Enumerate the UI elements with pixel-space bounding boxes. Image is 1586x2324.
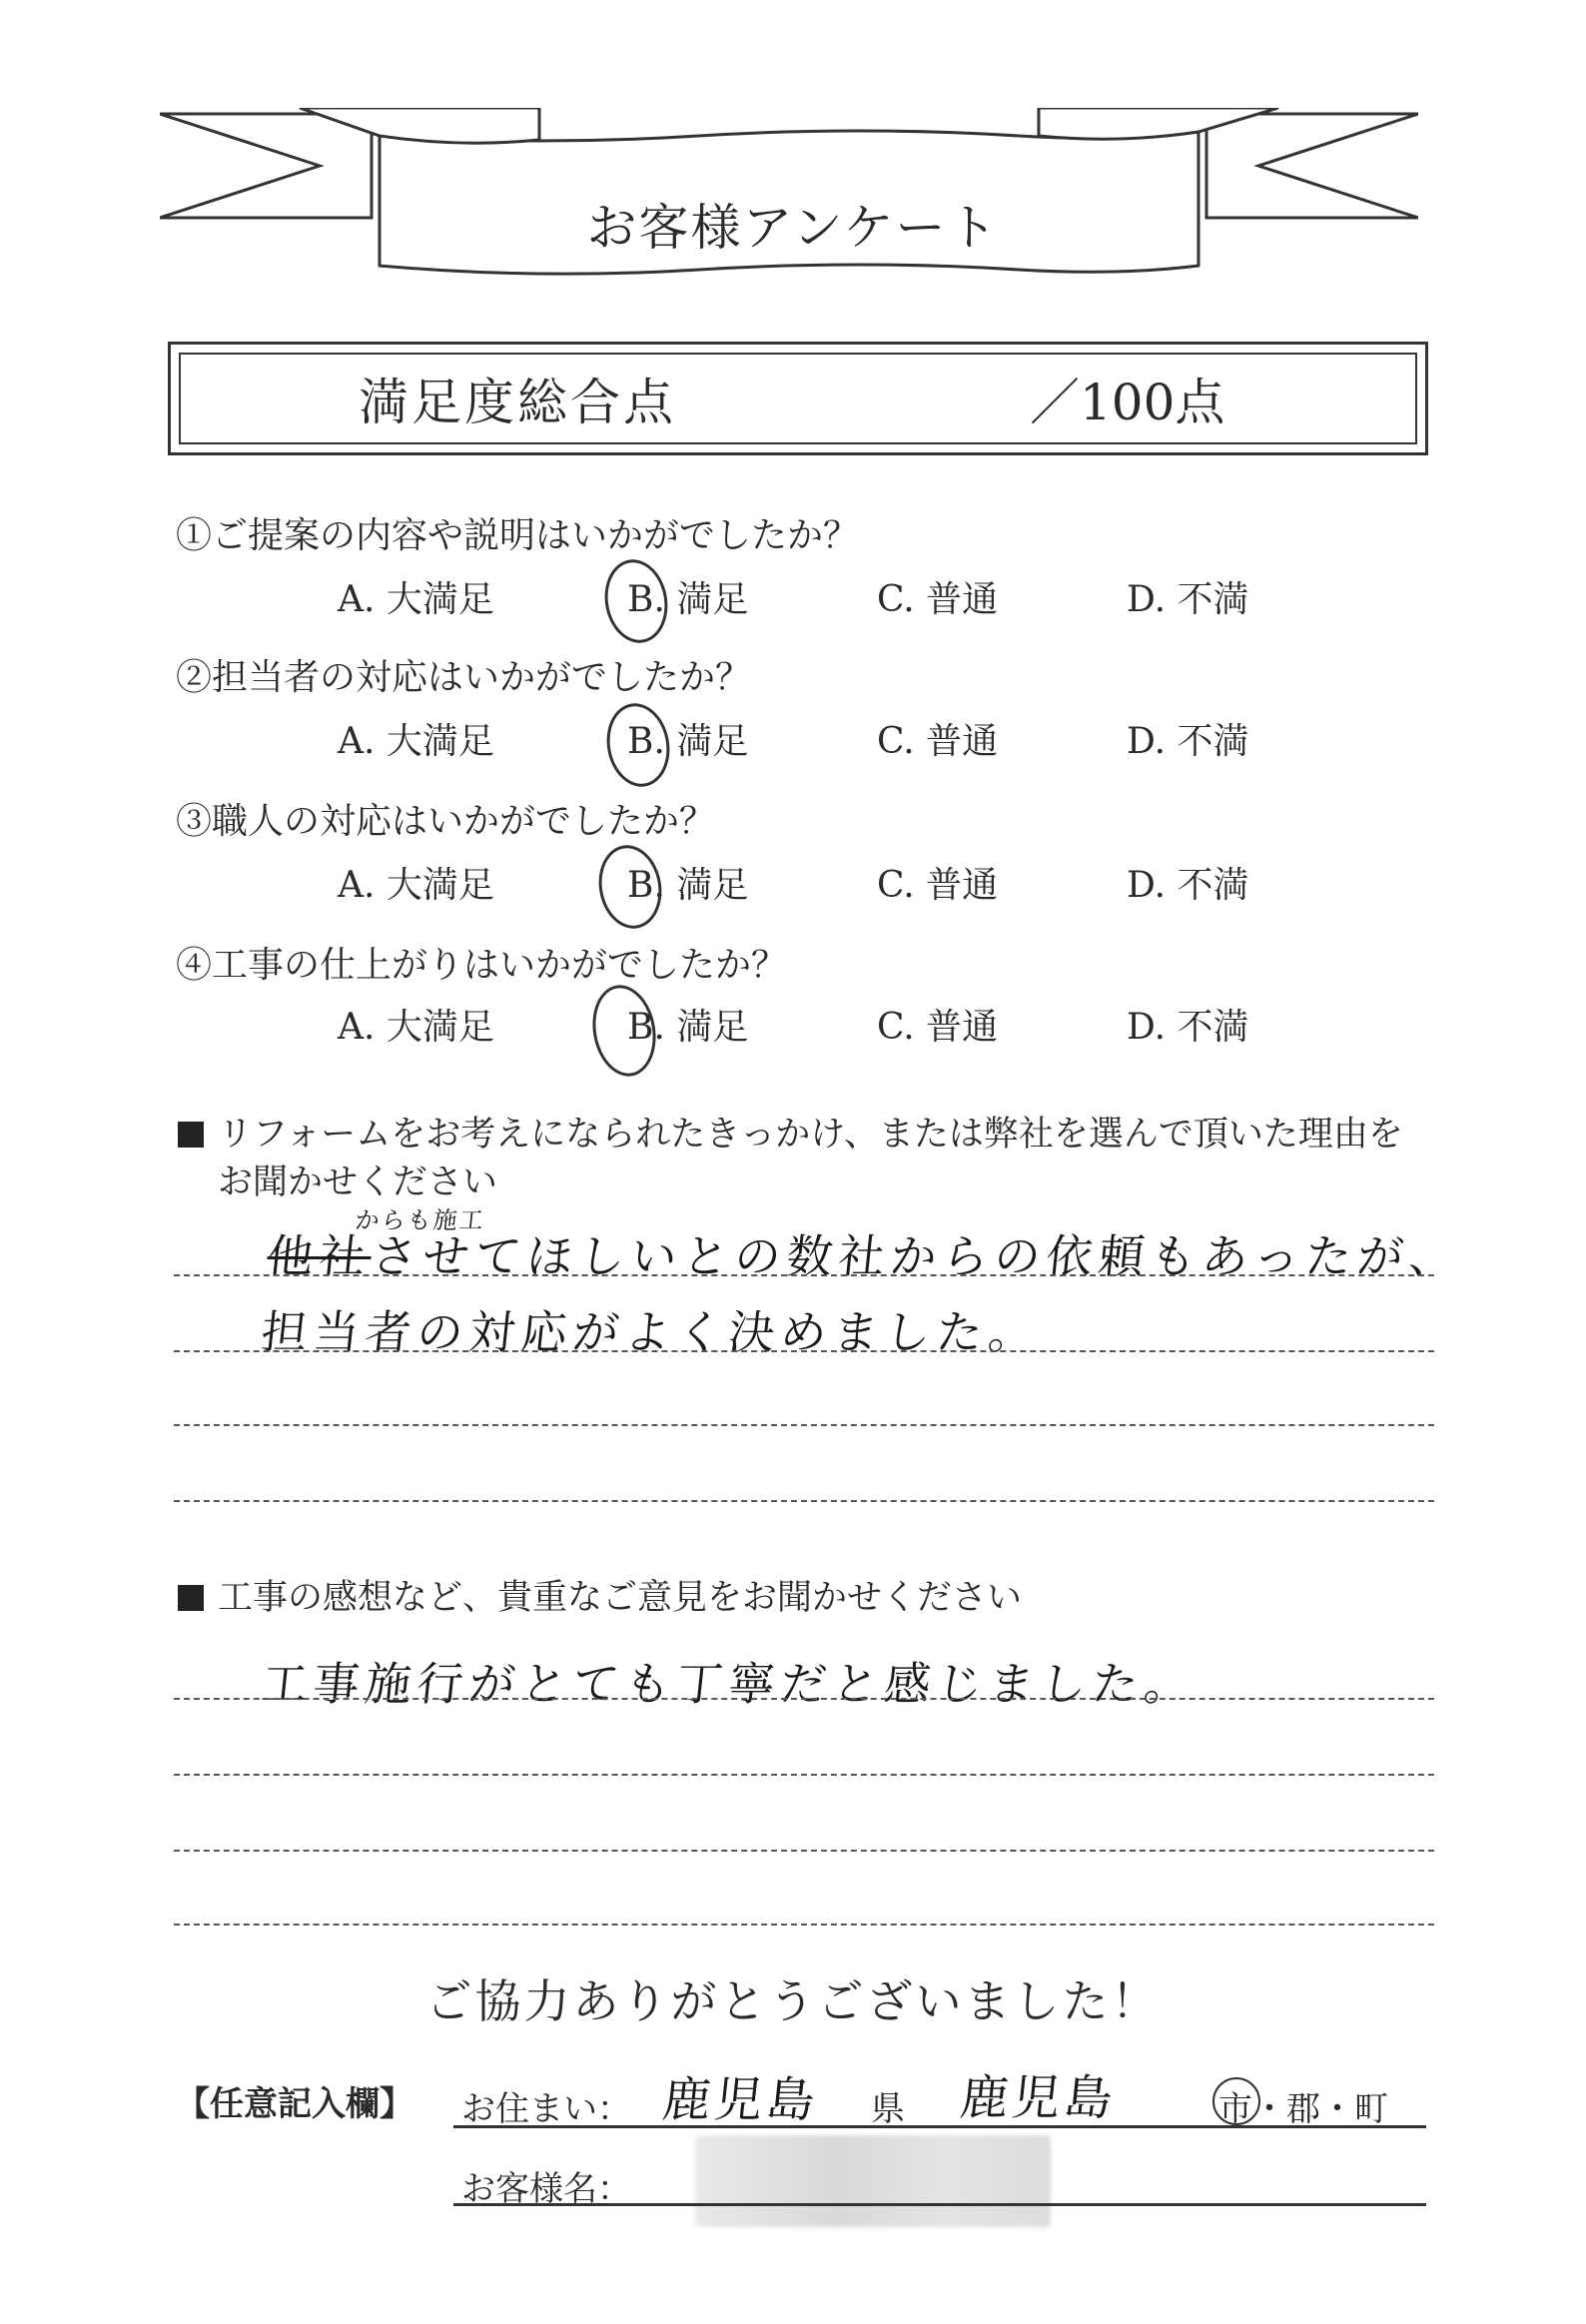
answer-line xyxy=(174,1424,1434,1426)
option-b[interactable]: B. 満足 xyxy=(627,865,749,906)
option-c[interactable]: C. 普通 xyxy=(877,579,999,620)
question-4: ④工事の仕上がりはいかがでしたか？ xyxy=(176,945,788,986)
answer-line xyxy=(174,1698,1434,1700)
option-d[interactable]: D. 不満 xyxy=(1127,721,1249,762)
survey-title: お客様アンケート xyxy=(586,199,1000,257)
question-2-options xyxy=(338,713,1336,763)
address-underline xyxy=(453,2125,1426,2128)
bullet-square-icon xyxy=(178,1585,204,1611)
question-3: ③職人の対応はいかがでしたか？ xyxy=(176,801,716,842)
answer-line xyxy=(174,1924,1434,1926)
handwritten-insert-note: からも施工 xyxy=(354,1206,487,1234)
option-a[interactable]: A. 大満足 xyxy=(338,1007,494,1048)
city-value[interactable]: 鹿児島 xyxy=(957,2070,1120,2126)
address-label: お住まい： xyxy=(461,2089,631,2129)
option-d[interactable]: D. 不満 xyxy=(1127,1007,1249,1048)
option-d[interactable]: D. 不満 xyxy=(1127,865,1249,906)
question-3-options xyxy=(338,857,1336,907)
name-redaction-blur xyxy=(695,2135,1051,2227)
option-a[interactable]: A. 大満足 xyxy=(338,865,494,906)
handwritten-answer-1: 他社させてほしいとの数社からの依頼もあったが、 xyxy=(264,1229,1465,1283)
prefecture-value[interactable]: 鹿児島 xyxy=(659,2072,822,2128)
bullet-square-icon xyxy=(178,1122,204,1148)
option-c[interactable]: C. 普通 xyxy=(877,1007,999,1048)
answer-line xyxy=(174,1350,1434,1352)
optional-section-label: 【任意記入欄】 xyxy=(176,2084,413,2124)
name-underline xyxy=(453,2203,1426,2206)
selected-mark-circle xyxy=(585,980,662,1081)
option-a[interactable]: A. 大満足 xyxy=(338,721,494,762)
handwritten-answer-3: 工事施行がとても丁寧だと感じました。 xyxy=(258,1657,1199,1711)
handwritten-answer-2: 担当者の対応がよく決めました。 xyxy=(258,1305,1044,1359)
question-4-options xyxy=(338,999,1336,1049)
score-box xyxy=(168,342,1428,455)
option-c[interactable]: C. 普通 xyxy=(877,865,999,906)
answer-line xyxy=(174,1774,1434,1776)
option-b[interactable]: B. 満足 xyxy=(627,579,749,620)
answer-line xyxy=(174,1274,1434,1276)
name-label: お客様名： xyxy=(461,2169,631,2209)
prefecture-suffix: 県 xyxy=(871,2089,905,2129)
selected-mark-circle xyxy=(592,840,668,933)
answer-line xyxy=(174,1850,1434,1852)
option-b[interactable]: B. 満足 xyxy=(627,721,749,762)
option-d[interactable]: D. 不満 xyxy=(1127,579,1249,620)
question-1-options xyxy=(338,571,1336,621)
answer-line xyxy=(174,1500,1434,1502)
thanks-message: ご協力ありがとうございました！ xyxy=(425,1974,1161,2028)
score-max: ／100点 xyxy=(1030,374,1225,431)
city-suffix: 市・郡・町 xyxy=(1218,2089,1388,2129)
score-label: 満足度総合点 xyxy=(359,374,676,431)
question-2: ②担当者の対応はいかがでしたか？ xyxy=(176,657,752,698)
question-1: ①ご提案の内容や説明はいかがでしたか？ xyxy=(176,515,860,556)
section-2-heading: 工事の感想など、貴重なご意見をお聞かせください xyxy=(178,1574,1446,1622)
option-a[interactable]: A. 大満足 xyxy=(338,579,494,620)
selected-mark-circle xyxy=(598,554,674,647)
section-1-heading: リフォームをお考えになられたきっかけ、または弊社を選んで頂いた理由を お聞かせください xyxy=(178,1111,1446,1206)
option-b[interactable]: B. 満足 xyxy=(627,1007,749,1048)
option-c[interactable]: C. 普通 xyxy=(877,721,999,762)
